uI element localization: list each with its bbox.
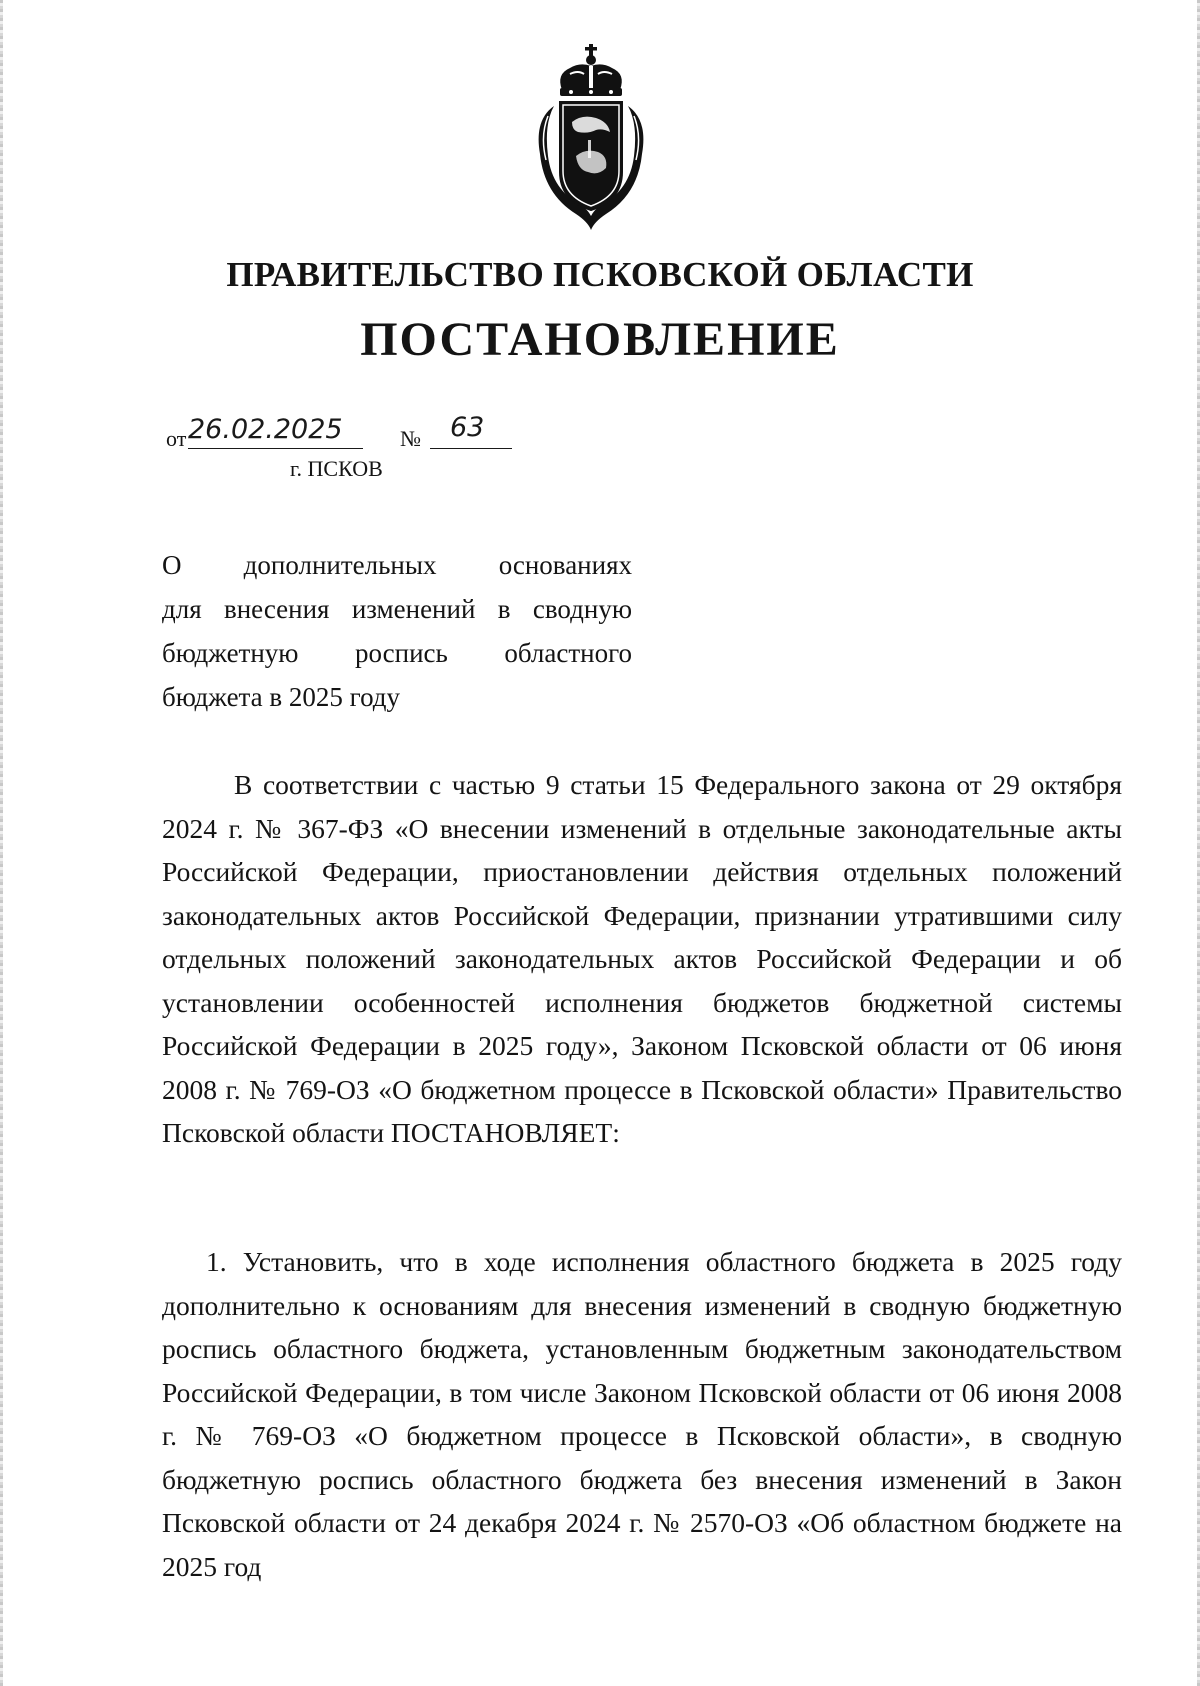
handwritten-date: 26.02.2025 — [188, 414, 343, 445]
subject-line: для внесения изменений в сводную — [162, 594, 632, 624]
pskov-oblast-coat-of-arms-icon — [526, 44, 656, 234]
number-underline — [430, 448, 512, 449]
scan-edge-left — [0, 0, 3, 1686]
number-label: № — [400, 426, 421, 451]
handwritten-number: 63 — [450, 412, 485, 443]
subject-line: бюджетную роспись областного — [162, 638, 632, 668]
date-from-label: от — [166, 426, 187, 451]
government-name: ПРАВИТЕЛЬСТВО ПСКОВСКОЙ ОБЛАСТИ — [226, 255, 974, 294]
document-subject — [162, 543, 632, 719]
city-label: г. ПСКОВ — [290, 456, 383, 481]
clause-1-paragraph: 1. Установить, что в ходе исполнения областного бюджета в 2025 году дополнительно к основаниям для внесения изменений в сводную бюджетную роспись областного бюджета, установленным бюджетным законодательством Российской Федерации, в том числе Законом Псковской области от 06 июня 2008 г. № 769-ОЗ «О бюджетном процессе в Псковской области», в сводную бюджетную роспись областного бюджета без внесения изменений в Закон Псковской области от 24 декабря 2024 г. № 2570-ОЗ «Об областном бюджете на 2025 год — [162, 1246, 1122, 1582]
date-underline — [188, 448, 363, 449]
preamble-paragraph: В соответствии с частью 9 статьи 15 Федерального закона от 29 октября 2024 г. № 367-ФЗ «О внесении изменений в отдельные законодательные акты Российской Федерации, приостановлении действия отдельных положений законодательных актов Российской Федерации, признании утратившими силу отдельных положений законодательных актов Российской Федерации и об установлении особенностей исполнения бюджетов бюджетной системы Российской Федерации в 2025 году», Законом Псковской области от 06 июня 2008 г. № 769-ОЗ «О бюджетном процессе в Псковской области» Правительство Псковской области ПОСТАНОВЛЯЕТ: — [162, 769, 1122, 1148]
subject-line: О дополнительных основаниях — [162, 550, 632, 580]
subject-line: бюджета в 2025 году — [162, 682, 401, 712]
document-type-title: ПОСТАНОВЛЕНИЕ — [360, 313, 840, 366]
